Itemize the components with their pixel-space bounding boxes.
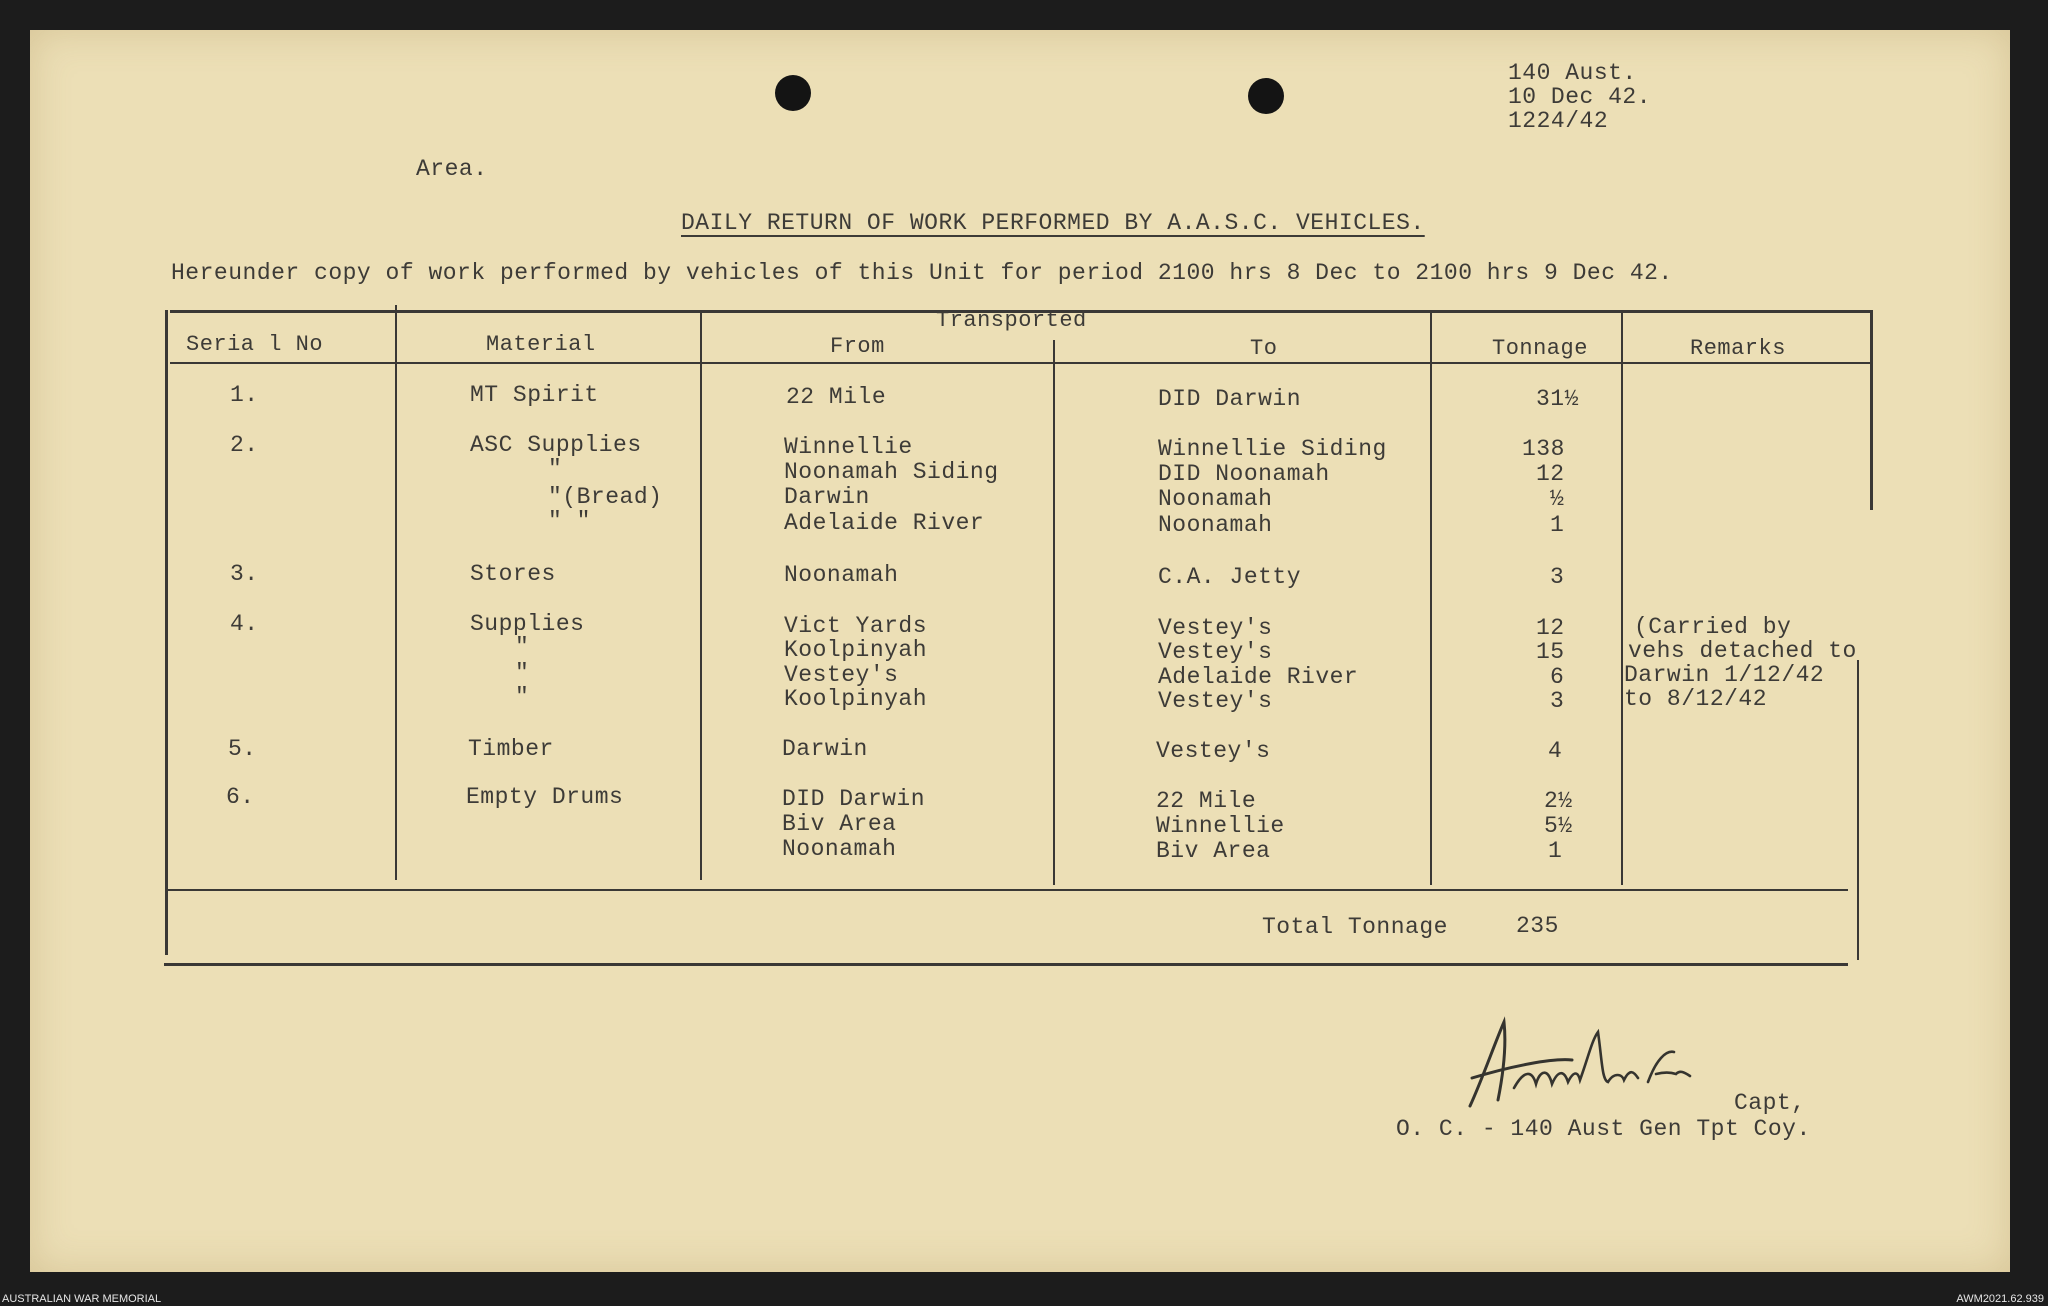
row-6-from: DID Darwin	[782, 786, 926, 812]
col-header-material: Material	[486, 332, 596, 357]
row-4-from: Vict Yards	[784, 613, 928, 639]
row-2-material: ASC Supplies	[470, 432, 642, 458]
row-2-serial: 2.	[230, 432, 259, 458]
row-6b-tonnage: 5½	[1544, 813, 1573, 839]
row-2d-tonnage: 1	[1550, 512, 1565, 538]
row-2-from: Winnellie	[784, 434, 913, 460]
col-divider-to	[1053, 340, 1055, 885]
footer-source: AUSTRALIAN WAR MEMORIAL	[2, 1293, 162, 1305]
row-6c-from: Noonamah	[782, 836, 897, 862]
table-left-border	[165, 310, 168, 955]
col-header-remarks: Remarks	[1690, 336, 1786, 361]
row-4d-material: "	[515, 684, 530, 710]
row-3-material: Stores	[470, 561, 556, 587]
row-6-serial: 6.	[226, 784, 255, 810]
signature-appointment: O. C. - 140 Aust Gen Tpt Coy.	[1396, 1116, 1811, 1142]
col-divider-remarks	[1621, 310, 1623, 885]
punch-hole-right	[1248, 78, 1284, 114]
row-6-tonnage: 2½	[1544, 788, 1573, 814]
row-2-to: Winnellie Siding	[1158, 436, 1387, 462]
row-4-material: Supplies	[470, 611, 585, 637]
row-5-tonnage: 4	[1548, 738, 1563, 764]
row-2b-to: DID Noonamah	[1158, 461, 1330, 487]
header-date: 10 Dec 42.	[1508, 84, 1652, 110]
row-6c-tonnage: 1	[1548, 838, 1563, 864]
row-2c-material: "(Bread)	[548, 484, 663, 510]
row-5-to: Vestey's	[1156, 738, 1271, 764]
row-1-material: MT Spirit	[470, 382, 599, 408]
row-1-from: 22 Mile	[786, 384, 887, 410]
row-6c-to: Biv Area	[1156, 838, 1271, 864]
row-2c-tonnage: ½	[1550, 486, 1565, 512]
row-4b-to: Vestey's	[1158, 639, 1273, 665]
row-4d-to: Vestey's	[1158, 688, 1273, 714]
row-4-serial: 4.	[230, 611, 259, 637]
header-unit: 140 Aust.	[1508, 60, 1637, 86]
col-header-from: From	[830, 334, 885, 359]
col-header-tonnage: Tonnage	[1492, 336, 1588, 361]
handwritten-signature	[1452, 1010, 1702, 1120]
row-4c-from: Vestey's	[784, 662, 899, 688]
row-4c-to: Adelaide River	[1158, 664, 1359, 690]
row-2c-to: Noonamah	[1158, 486, 1273, 512]
row-4d-tonnage: 3	[1550, 688, 1565, 714]
total-value: 235	[1516, 913, 1559, 939]
row-3-serial: 3.	[230, 561, 259, 587]
intro-text: Hereunder copy of work performed by vehicles of this Unit for period 2100 hrs 8 Dec to 2100 hrs 9 Dec 42.	[171, 260, 1673, 286]
col-divider-tonnage	[1430, 310, 1432, 885]
row-4b-material: "	[515, 634, 530, 660]
remarks-line-2: vehs detached to	[1628, 638, 1857, 664]
row-3-from: Noonamah	[784, 562, 899, 588]
remarks-line-1: (Carried by	[1634, 614, 1792, 640]
col-header-transported: Transported	[936, 308, 1087, 333]
row-3-tonnage: 3	[1550, 564, 1565, 590]
col-header-to: To	[1250, 336, 1278, 361]
row-5-material: Timber	[468, 736, 554, 762]
table-right-border-lower	[1857, 660, 1859, 960]
punch-hole-left	[775, 75, 811, 111]
table-bottom-rule	[164, 963, 1848, 966]
footer-accession: AWM2021.62.939	[1956, 1293, 2044, 1305]
row-2b-material: "	[548, 456, 563, 482]
row-2c-from: Darwin	[784, 484, 870, 510]
row-4-to: Vestey's	[1158, 615, 1273, 641]
col-header-serial: Seria l No	[186, 332, 324, 357]
row-1-to: DID Darwin	[1158, 386, 1302, 412]
total-label: Total Tonnage	[1262, 914, 1448, 940]
row-6b-from: Biv Area	[782, 811, 897, 837]
row-2d-material: " "	[548, 508, 591, 534]
remarks-line-4: to 8/12/42	[1624, 686, 1768, 712]
col-divider-material	[395, 305, 397, 880]
row-4d-from: Koolpinyah	[784, 686, 928, 712]
row-6-to: 22 Mile	[1156, 788, 1257, 814]
signature-rank: Capt,	[1734, 1090, 1806, 1116]
col-divider-from	[700, 310, 702, 880]
row-5-serial: 5.	[228, 736, 257, 762]
row-3-to: C.A. Jetty	[1158, 564, 1302, 590]
row-2b-tonnage: 12	[1536, 461, 1565, 487]
row-4b-from: Koolpinyah	[784, 637, 928, 663]
row-6b-to: Winnellie	[1156, 813, 1285, 839]
header-ref: 1224/42	[1508, 108, 1609, 134]
row-2d-from: Adelaide River	[784, 510, 985, 536]
row-6-material: Empty Drums	[466, 784, 624, 810]
table-right-border	[1870, 310, 1873, 510]
row-5-from: Darwin	[782, 736, 868, 762]
row-4b-tonnage: 15	[1536, 639, 1565, 665]
table-body-bottom-rule	[166, 889, 1848, 891]
row-1-tonnage: 31½	[1536, 386, 1579, 412]
header-area: Area.	[416, 156, 488, 182]
document-title: DAILY RETURN OF WORK PERFORMED BY A.A.S.C. VEHICLES.	[681, 210, 1425, 236]
row-4c-tonnage: 6	[1550, 664, 1565, 690]
row-1-serial: 1.	[230, 382, 259, 408]
row-4-tonnage: 12	[1536, 615, 1565, 641]
row-4c-material: "	[515, 660, 530, 686]
remarks-line-3: Darwin 1/12/42	[1624, 662, 1825, 688]
row-2-tonnage: 138	[1522, 436, 1565, 462]
row-2b-from: Noonamah Siding	[784, 459, 999, 485]
header-bottom-rule	[170, 362, 1870, 364]
row-2d-to: Noonamah	[1158, 512, 1273, 538]
